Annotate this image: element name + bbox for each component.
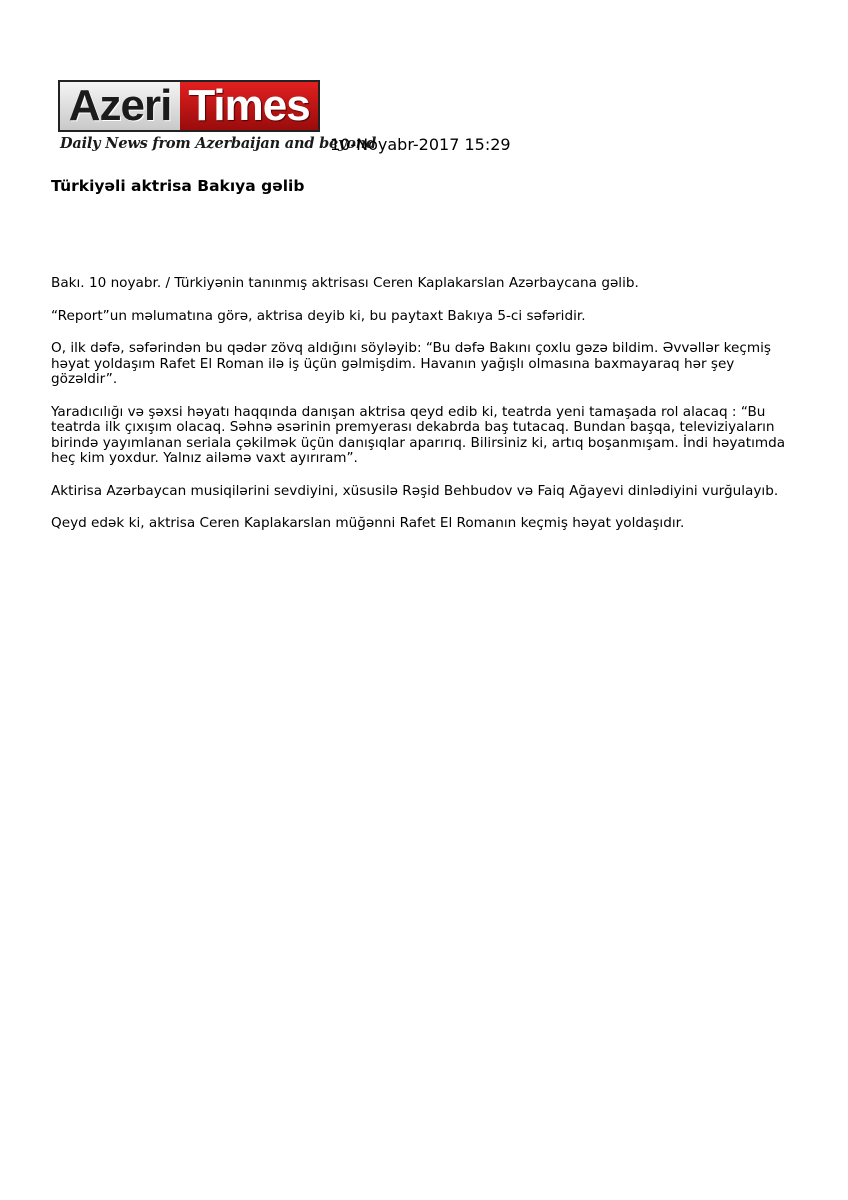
logo-times-text: Times [180,80,320,132]
publication-date: 10-Noyabr-2017 15:29 [330,135,511,154]
article-paragraph: “Report”un məlumatına görə, aktrisa deyib ki, bu paytaxt Bakıya 5-ci səfəridir. [51,307,586,324]
article-paragraph: Bakı. 10 noyabr. / Türkiyənin tanınmış aktrisası Ceren Kaplakarslan Azərbaycana gəlib. [51,275,639,291]
masthead [58,80,538,160]
azeritimes-logo [58,80,320,132]
article-title: Türkiyəli aktrisa Bakıya gəlib [51,177,305,195]
logo-azeri-text: Azeri [58,80,180,132]
article-paragraph: Yaradıcılığı və şəxsi həyatı haqqında danışan aktrisa qeyd edib ki, teatrda yeni tamaşada rol alacaq : “Bu teatrda ilk çıxışım olacaq. Səhnə əsərinin premyerası dekabrda baş tutacaq. Bundan başqa, televiziyaların birində yayımlanan seriala çəkilmək üçün danışıqlar aparırıq. Bilirsiniz ki, artıq boşanmışam. İndi həyatımda heç kim yoxdur. Yalnız ailəmə vaxt ayırıram”. [51,403,786,466]
article-paragraph: Aktirisa Azərbaycan musiqilərini sevdiyini, xüsusilə Rəşid Behbudov və Faiq Ağayevi dinlədiyini vurğulayıb. [51,482,779,499]
article-body [51,276,803,549]
article-paragraph: O, ilk dəfə, səfərindən bu qədər zövq aldığını söyləyib: “Bu dəfə Bakını çoxlu gəzə bildim. Əvvəllər keçmiş həyat yoldaşım Rafet El Roman ilə iş üçün gəlmişdim. Havanın yağışlı olmasına baxmayaraq hər şey gözəldir”. [51,340,771,387]
article-paragraph: Qeyd edək ki, aktrisa Ceren Kaplakarslan müğənni Rafet El Romanın keçmiş həyat yoldaşıdır. [51,515,685,531]
logo-tagline: Daily News from Azerbaijan and beyond [60,135,377,152]
